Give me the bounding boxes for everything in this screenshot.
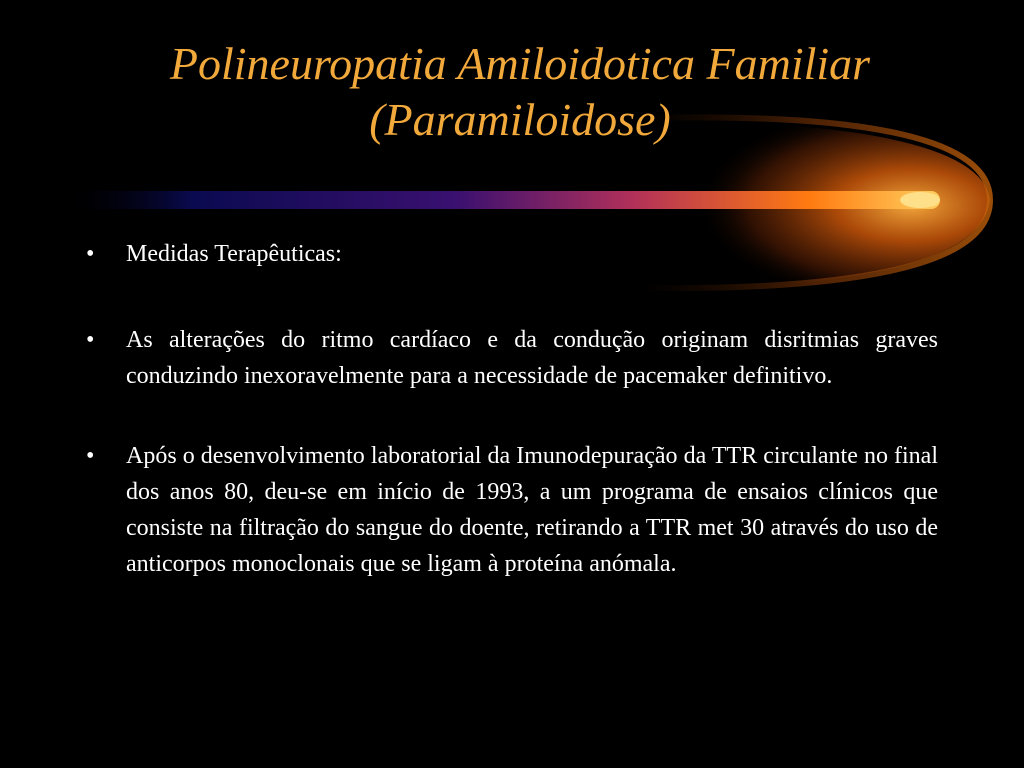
bullet-item [86,438,938,582]
bullet-item [86,236,938,272]
bullet-item [86,322,938,394]
bullet-dot: • [86,241,95,267]
bullet-text: Medidas Terapêuticas: [126,241,342,267]
comet-tail [60,191,940,209]
bullet-dot: • [86,327,95,353]
bullet-text: As alterações do ritmo cardíaco e da condução originam disritmias graves conduzindo inexoravelmente para a necessidade de pacemaker definitivo. [126,327,938,389]
comet-core [900,192,940,208]
slide-title [40,36,1000,148]
title-line-1: Polineuropatia Amiloidotica Familiar [169,38,871,89]
bullet-text: Após o desenvolvimento laboratorial da Imunodepuração da TTR circulante no final dos anos 80, deu-se em início de 1993, a um programa de ensaios clínicos que consiste na filtração do sangue do doente, retirando a TTR met 30 através do uso de anticorpos monoclonais que se ligam à proteína anómala. [126,443,938,577]
bullet-list [86,236,938,622]
title-line-2: (Paramiloidose) [369,94,671,145]
bullet-dot: • [86,443,95,469]
